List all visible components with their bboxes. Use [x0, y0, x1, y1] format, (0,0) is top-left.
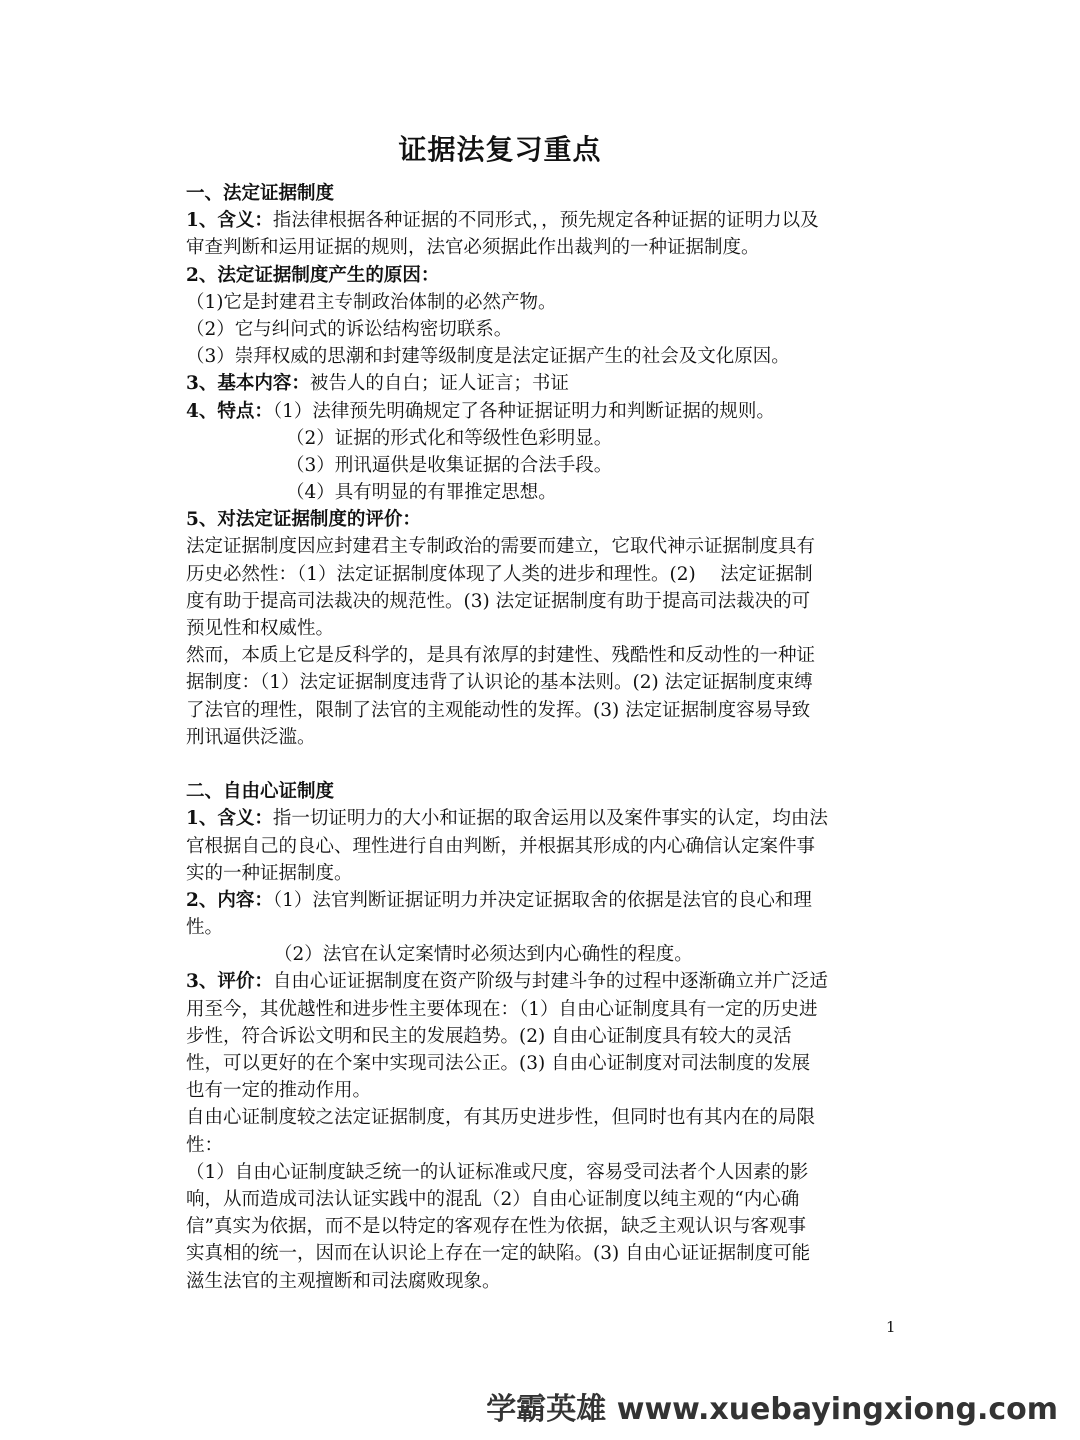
s1-origin-item-1: （1)它是封建君主专制政治体制的必然产物。: [186, 291, 557, 313]
s2-definition-line-1: [186, 805, 898, 832]
document-title: 证据法复习重点: [398, 133, 602, 166]
s2-evaluation-line-9: 响，从而造成司法认证实践中的混乱（2）自由心证制度以纯主观的“内心确: [186, 1188, 800, 1210]
s1-features-label: 4、特点：: [186, 400, 273, 422]
s1-definition-line-1: [186, 207, 898, 234]
s1-evaluation-heading: 5、对法定证据制度的评价：: [186, 509, 421, 531]
s2-evaluation-text: 自由心证证据制度在资产阶级与封建斗争的过程中逐渐确立并广泛适: [272, 971, 828, 993]
page-number: 1: [886, 1318, 896, 1336]
section-1-heading: 一、法定证据制度: [186, 183, 335, 204]
s2-evaluation-line-12: 滋生法官的主观擅断和司法腐败现象。: [186, 1270, 501, 1292]
s2-evaluation-line-7: 性：: [186, 1134, 224, 1156]
section-spacer: [186, 751, 898, 778]
s1-origin-heading: 2、法定证据制度产生的原因：: [186, 264, 440, 286]
s2-definition-line-3: 实的一种证据制度。: [186, 862, 353, 884]
s1-evaluation-line-2: 历史必然性：（1）法定证据制度体现了人类的进步和理性。(2) 法定证据制: [186, 563, 813, 585]
s1-origin-item-2: （2）它与纠问式的诉讼结构密切联系。: [186, 318, 513, 340]
s1-evaluation-line-5: 然而，本质上它是反科学的，是具有浓厚的封建性、残酷性和反动性的一种证: [186, 645, 816, 667]
s2-evaluation-line-8: （1）自由心证制度缺乏统一的认证标准或尺度，容易受司法者个人因素的影: [186, 1161, 809, 1183]
document-body: [186, 180, 898, 1295]
s1-evaluation-line-6: 据制度：（1）法定证据制度违背了认识论的基本法则。(2) 法定证据制度束缚: [186, 672, 813, 694]
s1-feature-1: （1）法律预先明确规定了各种证据证明力和判断证据的规则。: [272, 400, 775, 422]
s1-feature-2: （2）证据的形式化和等级性色彩明显。: [286, 427, 613, 449]
s1-basic-content: [186, 370, 898, 397]
s2-evaluation-line-1: [186, 968, 898, 995]
s1-definition-line-2: 审查判断和运用证据的规则，法官必须据此作出裁判的一种证据制度。: [186, 237, 760, 259]
s2-content-item-1: （1）法官判断证据证明力并决定证据取舍的依据是法官的良心和理: [272, 889, 812, 911]
s1-evaluation-line-7: 了法官的理性，限制了法官的主观能动性的发挥。(3) 法定证据制度容易导致: [186, 699, 811, 721]
s2-definition-label: 1、含义：: [186, 808, 273, 830]
s2-evaluation-line-2: 用至今，其优越性和进步性主要体现在：（1）自由心证制度具有一定的历史进: [186, 998, 818, 1020]
section-2-heading: 二、自由心证制度: [186, 781, 335, 803]
s1-evaluation-line-4: 预见性和权威性。: [186, 618, 335, 639]
s2-evaluation-line-10: 信”真实为依据，而不是以特定的客观存在性为依据，缺乏主观认识与客观事: [186, 1216, 806, 1238]
s2-definition-line-2: 官根据自己的良心、理性进行自由判断，并根据其形成的内心确信认定案件事: [186, 835, 816, 857]
s2-content-label: 2、内容：: [186, 889, 273, 911]
s2-content-item-2: （2）法官在认定案情时必须达到内心确性的程度。: [274, 944, 693, 966]
s1-features-line-1: [186, 398, 898, 425]
s1-feature-4: （4）具有明显的有罪推定思想。: [286, 482, 557, 504]
s2-definition-text: 指一切证明力的大小和证据的取舍运用以及案件事实的认定，均由法: [272, 808, 828, 830]
s2-evaluation-line-6: 自由心证制度较之法定证据制度，有其历史进步性，但同时也有其内在的局限: [186, 1107, 816, 1129]
s1-definition-text: 指法律根据各种证据的不同形式，，预先规定各种证据的证明力以及: [272, 210, 819, 232]
s1-evaluation-line-8: 刑讯逼供泛滥。: [186, 726, 316, 748]
s2-evaluation-label: 3、评价：: [186, 971, 273, 993]
s1-basic-content-label: 3、基本内容：: [186, 373, 310, 395]
s1-definition-label: 1、含义：: [186, 210, 273, 232]
s2-evaluation-line-5: 也有一定的推动作用。: [186, 1080, 372, 1102]
s1-evaluation-line-3: 度有助于提高司法裁决的规范性。(3) 法定证据制度有助于提高司法裁决的可: [186, 590, 811, 612]
s1-origin-item-3: （3）崇拜权威的思潮和封建等级制度是法定证据产生的社会及文化原因。: [186, 346, 790, 368]
s1-feature-3: （3）刑讯逼供是收集证据的合法手段。: [286, 454, 613, 476]
s2-content-line-1: [186, 887, 898, 914]
s2-evaluation-line-11: 实真相的统一，因而在认识论上存在一定的缺陷。(3) 自由心证证据制度可能: [186, 1243, 811, 1265]
site-watermark: 学霸英雄 www.xuebayingxiong.com: [486, 1392, 1058, 1427]
s2-content-item-1-cont: 性。: [186, 917, 224, 939]
s1-evaluation-line-1: 法定证据制度因应封建君主专制政治的需要而建立，它取代神示证据制度具有: [186, 536, 816, 558]
s1-basic-content-text: 被告人的自白；证人证言；书证: [309, 373, 569, 395]
s2-evaluation-line-3: 步性，符合诉讼文明和民主的发展趋势。(2) 自由心证制度具有较大的灵活: [186, 1025, 792, 1047]
s2-evaluation-line-4: 性，可以更好的在个案中实现司法公正。(3) 自由心证制度对司法制度的发展: [186, 1053, 811, 1074]
